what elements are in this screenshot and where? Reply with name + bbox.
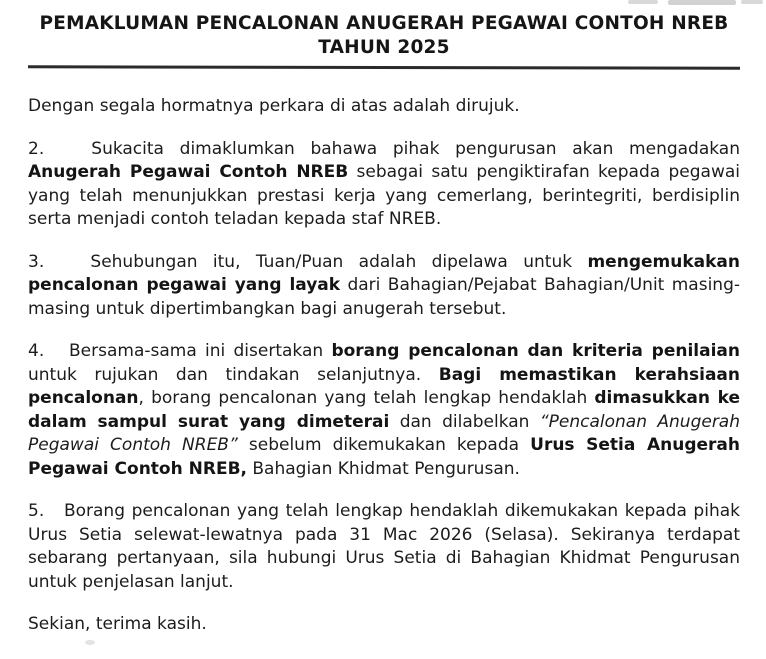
document-body (28, 95, 740, 637)
paragraph-5: 5. Borang pencalonan yang telah lengkap hendaklah dikemukakan kepada pihak Urus Setia selewat-lewatnya pada 31 Mac 2026 (Selasa). Sekiranya terdapat sebarang pertanyaan, sila hubungi Urus Setia di Bahagian Khidmat Pengurusan untuk penjelasan lanjut. (28, 501, 740, 592)
title-underline-rule (28, 65, 740, 69)
document-title-line2: TAHUN 2025 (318, 37, 450, 58)
document-title (28, 12, 740, 60)
scan-artifact-top-right-3 (741, 0, 763, 4)
document-title-line1: PEMAKLUMAN PENCALONAN ANUGERAH PEGAWAI CONTOH NREB (39, 13, 729, 34)
paragraph-intro: Dengan segala hormatnya perkara di atas adalah dirujuk. (28, 96, 520, 116)
scan-artifact-top-right-2 (668, 0, 736, 5)
scan-artifact-top-right-1 (628, 0, 658, 4)
paragraph-2: 2. Sukacita dimaklumkan bahawa pihak pengurusan akan mengadakan Anugerah Pegawai Contoh NREB sebagai satu pengiktirafan kepada pegawai yang telah menunjukkan prestasi kerja yang cemerlang, berintegriti, berdisiplin serta menjadi contoh teladan kepada staf NREB. (28, 138, 740, 229)
paragraph-3: 3. Sehubungan itu, Tuan/Puan adalah dipelawa untuk mengemukakan pencalonan pegawai yang layak dari Bahagian/Pejabat Bahagian/Unit masing-masing untuk dipertimbangkan bagi anugerah tersebut. (28, 251, 740, 319)
paragraph-4: 4. Bersama-sama ini disertakan borang pencalonan dan kriteria penilaian untuk rujukan dan tindakan selanjutnya. Bagi memastikan kerahsiaan pencalonan, borang pencalonan yang telah lengkap hendaklah dimasukkan ke dalam sampul surat yang dimeterai dan dilabelkan “Pencalonan Anugerah Pegawai Contoh NREB” sebelum dikemukakan kepada Urus Setia Anugerah Pegawai Contoh NREB, Bahagian Khidmat Pengurusan. (28, 341, 740, 479)
scan-artifact-bottom-left (85, 640, 95, 645)
paragraph-closing: Sekian, terima kasih. (28, 614, 207, 634)
